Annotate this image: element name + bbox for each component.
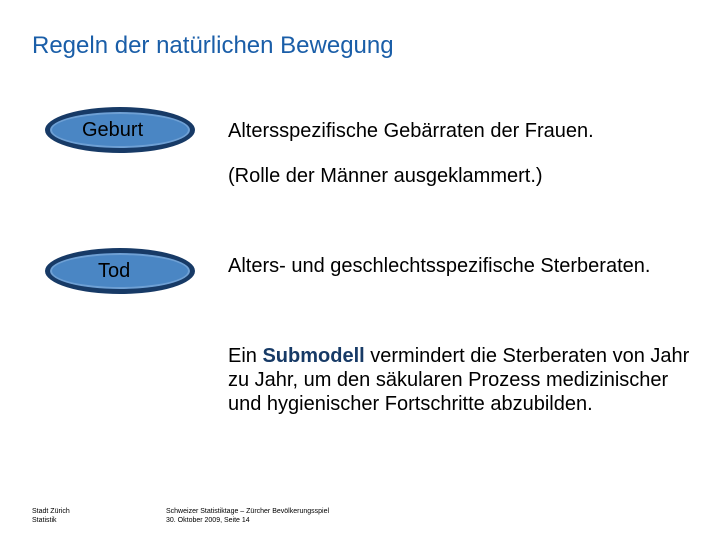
tod-description: Alters- und geschlechtsspezifische Sterberaten. (228, 255, 651, 277)
slide-title: Regeln der natürlichen Bewegung (32, 32, 394, 59)
submodel-term: Submodell (262, 345, 365, 367)
submodel-suffix: vermindert die Sterberaten von Jahr zu Jahr, um den säkularen Prozess medizinischer und hygienischer Fortschritte abzubilden. (228, 345, 690, 415)
footer-event-line-1: Schweizer Statistiktage – Zürcher Bevölkerungsspiel (166, 508, 330, 515)
tod-label: Tod (98, 260, 131, 282)
submodel-paragraph (228, 344, 698, 416)
geburt-description: Altersspezifische Gebärraten der Frauen. (228, 120, 594, 142)
geburt-label: Geburt (82, 119, 144, 141)
footer-organization (32, 507, 70, 525)
geburt-note: (Rolle der Männer ausgeklammert.) (228, 165, 543, 187)
footer-org-line-1: Stadt Zürich (32, 508, 70, 515)
footer-event-line-2: 30. Oktober 2009, Seite 14 (166, 517, 250, 524)
submodel-prefix: Ein (228, 345, 263, 367)
footer-event (166, 507, 329, 525)
footer-org-line-2: Statistik (32, 517, 57, 524)
